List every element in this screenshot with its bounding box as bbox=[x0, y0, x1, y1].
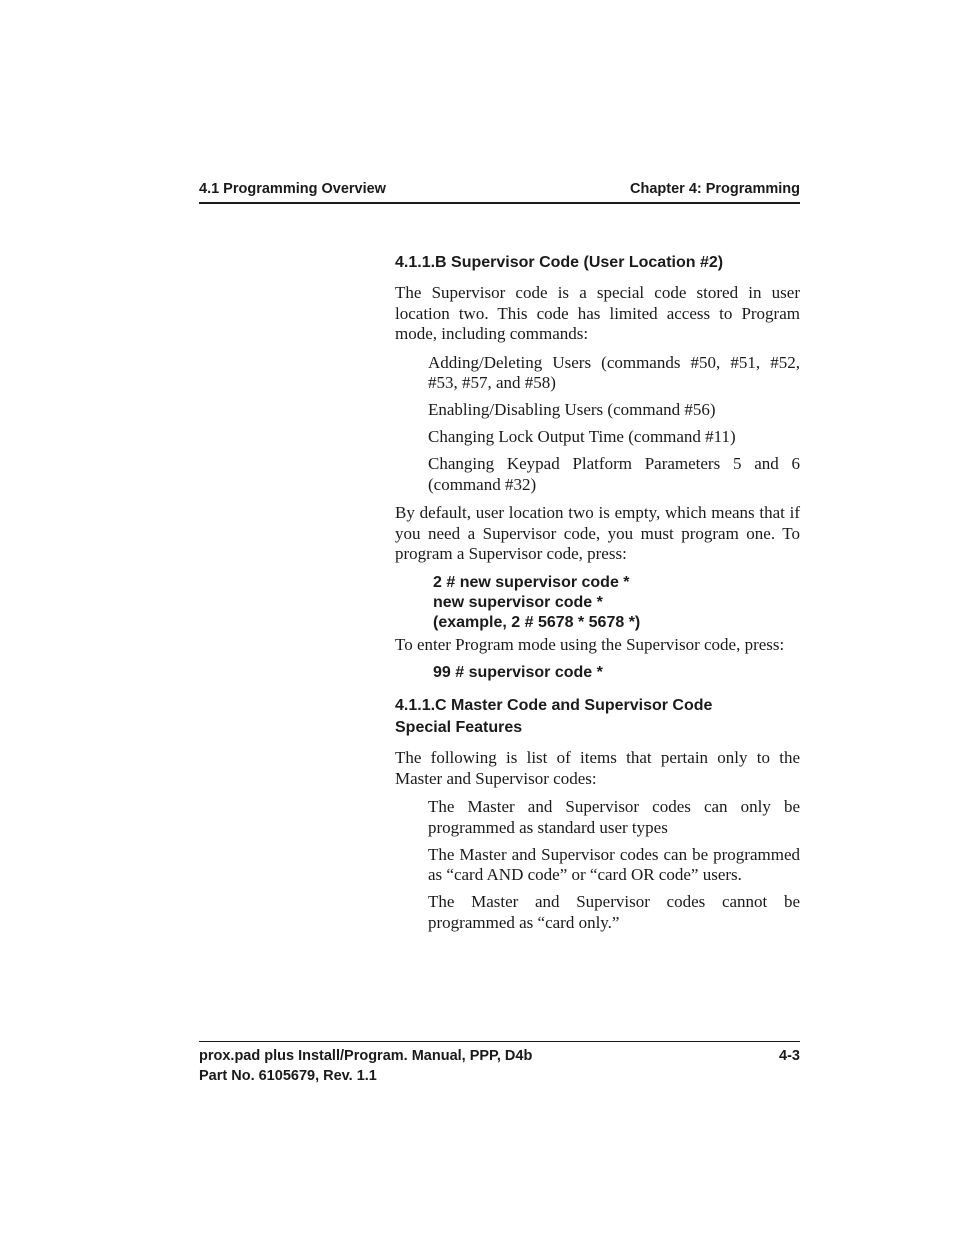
code-line: (example, 2 # 5678 * 5678 *) bbox=[433, 613, 641, 631]
section-b-default-text: By default, user location two is empty, which means that if you need a Supervisor code, you must program one. To program a Supervisor code, press: bbox=[395, 503, 800, 563]
list-item: Changing Keypad Platform Parameters 5 and 6 (command #32) bbox=[428, 454, 800, 494]
footer-part-number: Part No. 6105679, Rev. 1.1 bbox=[199, 1068, 377, 1084]
code-line: 2 # new supervisor code * bbox=[433, 573, 630, 591]
section-b-intro: The Supervisor code is a special code stored in user location two. This code has limited access to Program mode, including commands: bbox=[395, 283, 800, 343]
section-b-enter-text: To enter Program mode using the Supervisor code, press: bbox=[395, 634, 785, 654]
program-code-block bbox=[433, 573, 800, 633]
list-item: The Master and Supervisor codes can be programmed as “card AND code” or “card OR code” users. bbox=[428, 844, 800, 884]
list-item: Adding/Deleting Users (commands #50, #51, #52, #53, #57, and #58) bbox=[428, 352, 800, 392]
header-chapter-title: Chapter 4: Programming bbox=[630, 181, 800, 197]
section-c-intro: The following is list of items that pertain only to the Master and Supervisor codes: bbox=[395, 748, 800, 788]
section-c-heading bbox=[395, 695, 800, 739]
list-item: Changing Lock Output Time (command #11) bbox=[428, 427, 736, 446]
code-line: 99 # supervisor code * bbox=[433, 664, 603, 681]
running-footer bbox=[199, 1041, 800, 1086]
header-section-title: 4.1 Programming Overview bbox=[199, 181, 386, 197]
page-number: 4-3 bbox=[779, 1048, 800, 1064]
section-c-heading-line2: Special Features bbox=[395, 719, 523, 736]
list-item: The Master and Supervisor codes can only be programmed as standard user types bbox=[428, 797, 800, 837]
supervisor-command-list bbox=[428, 353, 800, 496]
main-content bbox=[395, 252, 800, 941]
section-c-heading-line1: 4.1.1.C Master Code and Supervisor Code bbox=[395, 697, 713, 714]
enter-code-block bbox=[433, 663, 800, 683]
special-features-list bbox=[428, 797, 800, 933]
section-b-heading: 4.1.1.B Supervisor Code (User Location #2) bbox=[395, 254, 724, 271]
code-line: new supervisor code * bbox=[433, 593, 603, 611]
list-item: The Master and Supervisor codes cannot be programmed as “card only.” bbox=[428, 892, 800, 932]
footer-manual-title: prox.pad plus Install/Program. Manual, PPP, D4b bbox=[199, 1048, 533, 1064]
list-item: Enabling/Disabling Users (command #56) bbox=[428, 400, 716, 419]
running-header bbox=[199, 180, 800, 204]
